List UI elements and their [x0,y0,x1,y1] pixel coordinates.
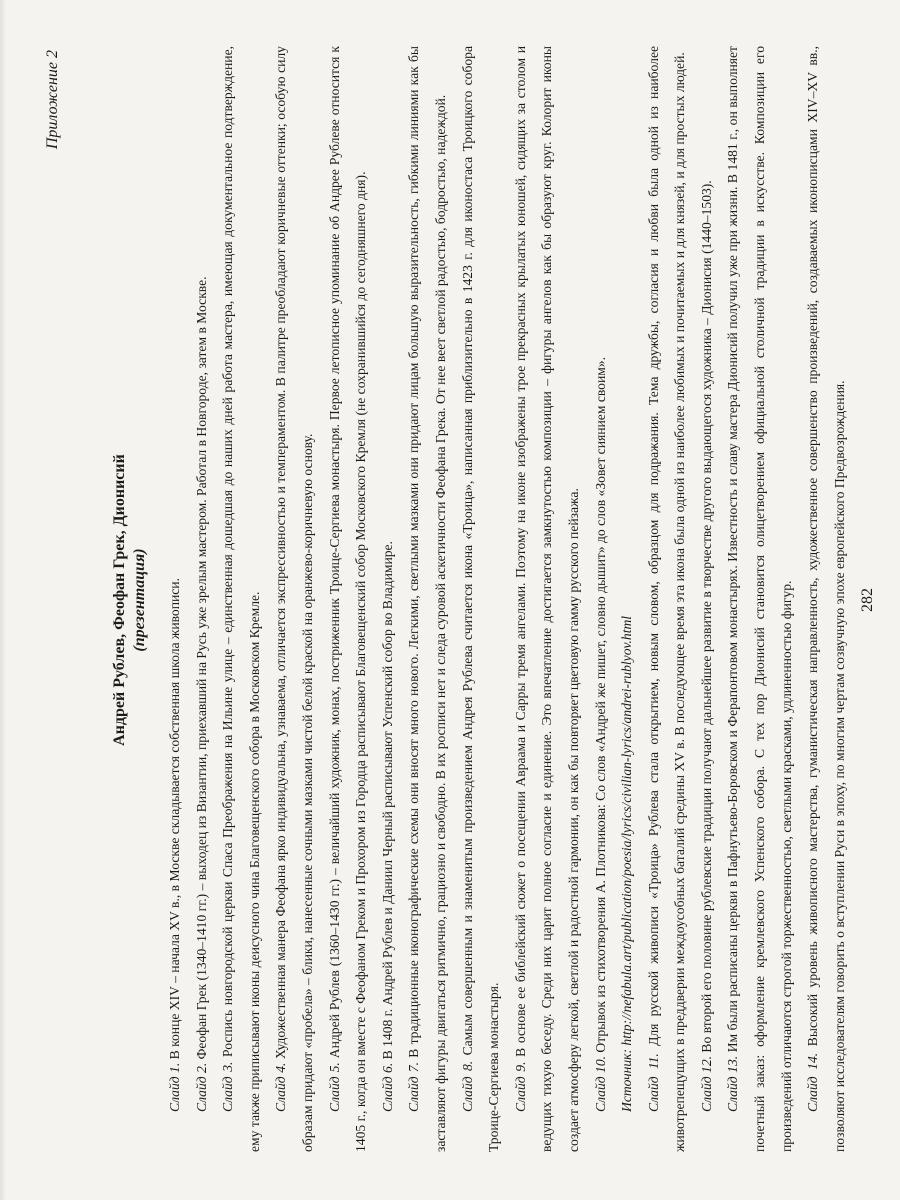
slide-label: Слайд 7. [406,1061,422,1112]
paragraph-slide-6 [375,46,402,1152]
paragraph-slide-13 [720,46,800,1152]
paragraph-text: Самым совершенным и знаменитым произведением Андрея Рублева считается икона «Троица», написанная приблизительно в 1423 г. для иконостаса Троицкого собора Троице-Сергиева монастыря. [459,46,502,1152]
paragraph-text: Высокий уровень живописного мастерства, гуманистическая направленность, художественное совершенство произведений, создаваемых иконописцами XIV–XV вв., позволяют исследователям говорить о вступлении Руси в эпоху, по многим чертам созвучную эпохе европейского Предвозрождения. [805,46,847,1152]
paragraph-text: Во второй его половине рублевские традиции получают дальнейшее развитие в творчестве другого выдающегося художника – Дионисия (1440–1503). [698,180,714,1056]
paragraph-slide-1 [162,46,189,1152]
source-url: http://nefabula.art/publication/poesia/lyrics/civilian-lyrics/andrei-rublyov.html [619,615,635,1049]
source-label: Источник: [619,1048,635,1112]
slide-label: Слайд 4. [273,1062,289,1112]
paragraph-source [614,46,641,1152]
slide-label: Слайд 11. [645,1053,661,1112]
paragraph-slide-8 [455,46,508,1152]
paragraph-slide-12 [694,46,721,1152]
paragraph-text: В конце XIV – начала XV в., в Москве складывается собственная школа живописи. [167,578,182,1063]
paragraph-slide-2 [189,46,216,1152]
paragraph-slide-10 [588,46,615,1152]
page-subtitle: (презентация) [131,548,148,652]
slide-label: Слайд 14. [805,1052,821,1112]
slide-label: Слайд 10. [592,1055,608,1112]
paragraph-text: В 1408 г. Андрей Рублев и Даниил Черный расписывают Успенский собор во Владимире. [379,541,395,1063]
paragraph-text: Отрывок из стихотворения А. Плотникова: Со слов «Андрей же пишет, словно дышит» до слов «Зовет сиянием своим». [592,356,608,1056]
page-content [30,38,875,1162]
paragraph-text: Роспись новгородской церкви Спаса Преображения на Ильине улице – единственная дошедшая до наших дней работа мастера, имеющая документальное подтверждение, ему также приписывают иконы деисусного чина Благовещенского собора в Московском Кремле. [220,46,262,1152]
paragraph-slide-4 [268,46,321,1152]
paragraph-text: В традиционные иконографические схемы они вносят много нового. Легкими, светлыми мазками они придают лицам большую выразительность, гибкими линиями как бы заставляют фигуры двигаться ритмично, грациозно и свободно. В их росписи нет и следа суровой аскетичности Феофана Грека. От нее веет светлой радостью, бодростью, надеждой. [406,46,448,1152]
paragraph-slide-3 [215,46,268,1152]
slide-label: Слайд 2. [193,1062,209,1112]
page-number: 282 [859,588,876,612]
paragraph-text: Художественная манера Феофана ярко индивидуальна, узнаваема, отличается экспрессивностью и темпераментом. В палитре преобладают коричневые оттенки; особую силу образам придают «пробела» – блики, нанесенные сочными мазками чистой белой краской на оранжево-коричневую основу. [273,46,315,1152]
slide-label: Слайд 5. [326,1062,342,1112]
paragraph-slide-5 [322,46,375,1152]
paragraph-slide-7 [401,46,454,1152]
slide-label: Слайд 13. [725,1055,741,1112]
paragraph-text: Для русской живописи «Троица» Рублева стала открытием, новым словом, образцом для подражания. Тема дружбы, согласия и любви была одной из наиболее животрепещущих в преддверии междоусобных баталий средины XV в. В последующее время эта икона была одной из наиболее любимых и почитаемых и для князей, и для простых людей. [645,45,688,1152]
appendix-label: Приложение 2 [44,50,61,150]
paragraph-slide-9 [508,46,588,1152]
page-title: Андрей Рублев, Феофан Грек, Дионисий [111,454,128,746]
paragraph-text: Феофан Грек (1340–1410 гг.) – выходец из Византии, приехавший на Русь уже зрелым мастером. Работал в Новгороде, затем в Москве. [193,276,209,1063]
slide-label: Слайд 9. [512,1061,528,1112]
paragraph-text: Им были расписаны церкви в Пафнутьево-Боровском и Ферапонтовом монастырях. Известность и славу мастера Дионисий получил уже при жизни. В 1481 г., он выполняет почетный заказ: оформление кремлевского Успенского собора. С тех пор Дионисий становится олицетворением официальной столичной традиции в искусстве. Композиции его произведений отличаются строгой торжественностью, светлыми красками, удлиненностью фигур. [725,46,794,1152]
body-text [162,46,853,1152]
slide-label: Слайд 8. [459,1060,475,1112]
paragraph-slide-11 [641,46,694,1152]
paragraph-slide-14 [800,46,853,1152]
slide-label: Слайд 12. [698,1055,714,1112]
paragraph-text: Андрей Рублев (1360–1430 гг.) – величайший художник, монах, постриженник Троице-Сергиева монастыря. Первое летописное упоминание об Андрее Рублеве относится к 1405 г., когда он вместе с Феофаном Греком и Прохором из Городца расписывают Благовещенский собор Московского Кремля (не сохранившийся до сегодняшнего дня). [326,46,369,1152]
paragraph-text: В основе ее библейский сюжет о посещении Авраама и Сарры тремя ангелами. Поэтому на иконе изображены трое прекрасных крылатых юношей, сидящих за столом и ведущих тихую беседу. Среди них царит полное согласие и единение. Это впечатление достигается замкнутостью композиции – фигуры ангелов как бы образуют круг. Колорит иконы создает атмосферу легкой, светлой и радостной гармонии, он как бы повторяет цветовую гамму русского пейзажа. [512,45,581,1152]
slide-label: Слайд 1. [167,1062,182,1112]
slide-label: Слайд 6. [379,1062,395,1112]
slide-label: Слайд 3. [220,1061,236,1112]
